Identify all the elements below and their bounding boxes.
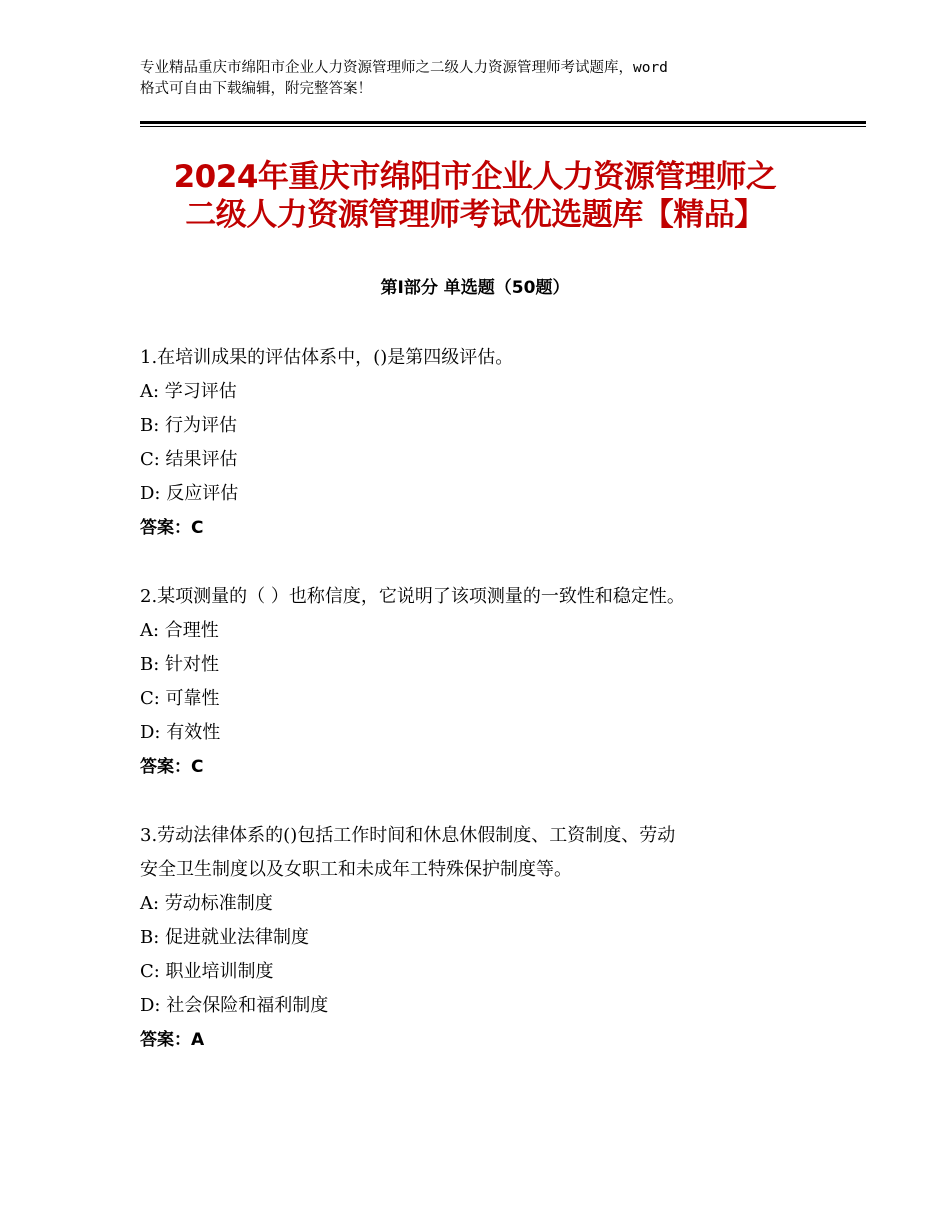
question-1-option-c: C: 结果评估 [140, 449, 238, 470]
question-3-option-c: C: 职业培训制度 [140, 961, 274, 982]
question-2-option-c: C: 可靠性 [140, 688, 220, 709]
section-title: 第Ⅰ部分 单选题（50题） [380, 278, 570, 298]
question-2-option-a: A: 合理性 [140, 620, 219, 641]
question-3-text-line-1: 3.劳动法律体系的()包括工作时间和休息休假制度、工资制度、劳动 [140, 825, 676, 846]
document-title-line-2: 二级人力资源管理师考试优选题库【精品】 [185, 197, 765, 233]
question-1 [140, 341, 830, 545]
question-1-option-a: A: 学习评估 [140, 381, 237, 402]
header-note-line-2: 格式可自由下载编辑，附完整答案！ [140, 81, 372, 97]
question-1-text: 1.在培训成果的评估体系中，()是第四级评估。 [140, 347, 514, 368]
question-2-answer: 答案：C [140, 757, 204, 777]
document-title [135, 158, 815, 234]
question-2 [140, 580, 830, 784]
question-3 [140, 819, 830, 1057]
header-divider-thin [140, 126, 866, 127]
question-3-option-a: A: 劳动标准制度 [140, 893, 273, 914]
question-3-text-line-2: 安全卫生制度以及女职工和未成年工特殊保护制度等。 [140, 859, 572, 880]
document-title-line-1: 2024年重庆市绵阳市企业人力资源管理师之 [173, 159, 777, 195]
question-1-option-d: D: 反应评估 [140, 483, 239, 504]
question-3-option-d: D: 社会保险和福利制度 [140, 995, 329, 1016]
question-2-option-d: D: 有效性 [140, 722, 221, 743]
question-1-answer: 答案：C [140, 518, 204, 538]
header-note-line-1: 专业精品重庆市绵阳市企业人力资源管理师之二级人力资源管理师考试题库，word [140, 60, 668, 76]
header-note [140, 58, 830, 100]
question-3-answer: 答案：A [140, 1030, 205, 1050]
question-1-option-b: B: 行为评估 [140, 415, 238, 436]
question-3-option-b: B: 促进就业法律制度 [140, 927, 310, 948]
question-2-option-b: B: 针对性 [140, 654, 220, 675]
header-divider-thick [140, 121, 866, 124]
question-2-text: 2.某项测量的（ ）也称信度，它说明了该项测量的一致性和稳定性。 [140, 586, 685, 607]
